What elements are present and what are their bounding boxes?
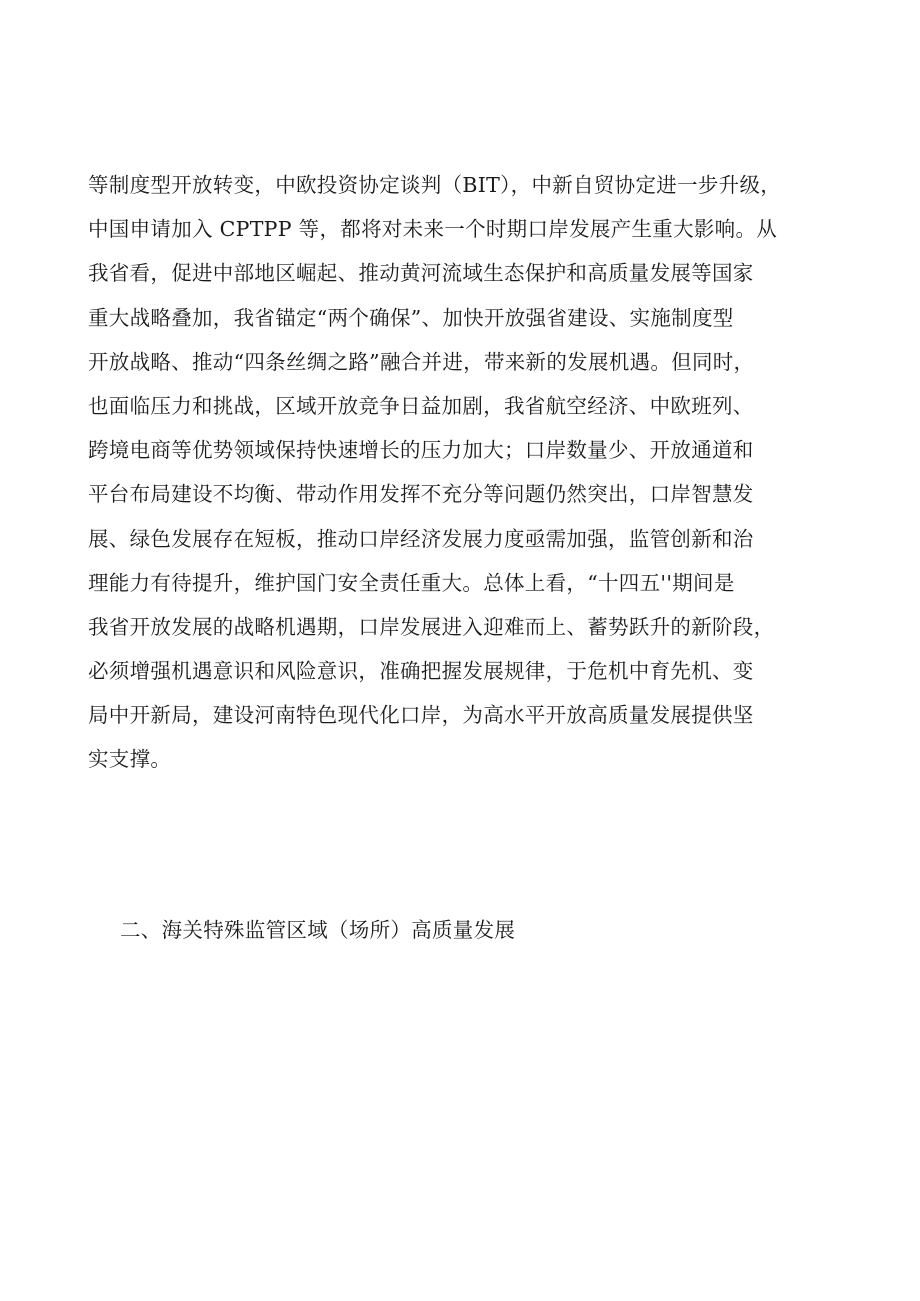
paragraph-line: 必须增强机遇意识和风险意识，准确把握发展规律，于危机中育先机、变 xyxy=(88,659,754,684)
paragraph-line: 也面临压力和挑战，区域开放竞争日益加剧，我省航空经济、中欧班列、 xyxy=(88,393,754,418)
paragraph-line: 局中开新局，建设河南特色现代化口岸，为高水平开放高质量发展提供坚 xyxy=(88,703,754,728)
paragraph-line: 平台布局建设不均衡、带动作用发挥不充分等问题仍然突出，口岸智慧发 xyxy=(88,482,754,507)
paragraph-line: 我省看，促进中部地区崛起、推动黄河流域生态保护和高质量发展等国家 xyxy=(88,261,754,286)
paragraph-line: 中国申请加入 CPTPP 等，都将对未来一个时期口岸发展产生重大影响。从 xyxy=(88,217,778,242)
paragraph-line: 重大战略叠加，我省锚定“两个确保”、加快开放强省建设、实施制度型 xyxy=(88,305,734,330)
paragraph-line: 跨境电商等优势领域保持快速增长的压力加大；口岸数量少、开放通道和 xyxy=(88,438,754,463)
paragraph-line: 理能力有待提升，维护国门安全责任重大。总体上看，“十四五''期间是 xyxy=(88,570,735,595)
paragraph-line: 展、绿色发展存在短板，推动口岸经济发展力度亟需加强，监管创新和治 xyxy=(88,526,754,551)
paragraph-line: 等制度型开放转变，中欧投资协定谈判（BIT），中新自贸协定进一步升级， xyxy=(88,173,782,197)
paragraph-line: 我省开放发展的战略机遇期，口岸发展进入迎难而上、蓄势跃升的新阶段， xyxy=(88,614,775,639)
paragraph-line: 实支撑。 xyxy=(88,747,172,772)
paragraph-line: 开放战略、推动“四条丝绸之路”融合并进，带来新的发展机遇。但同时， xyxy=(88,349,755,374)
section-heading: 二、海关特殊监管区域（场所）高质量发展 xyxy=(120,918,516,942)
body-paragraph xyxy=(88,163,848,782)
